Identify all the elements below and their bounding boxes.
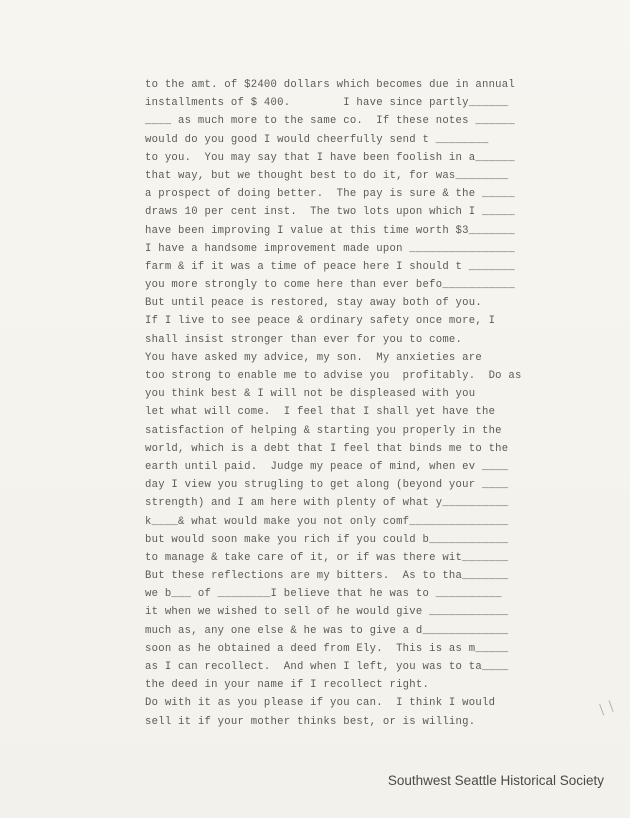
typed-line: the deed in your name if I recollect right. [145,679,430,692]
typed-line: You have asked my advice, my son. My anxieties are [145,351,482,364]
typed-line: a prospect of doing better. The pay is sure & the _____ [145,188,516,201]
typed-line: strength) and I am here with plenty of what y__________ [145,497,509,510]
typed-line: to manage & take care of it, or if was there wit_______ [145,551,509,564]
typed-line: soon as he obtained a deed from Ely. This is as m_____ [145,642,509,655]
typed-line: you more strongly to come here than ever befo___________ [145,279,516,292]
typed-line: that way, but we thought best to do it, for was________ [145,169,509,182]
typed-line: installments of $ 400. I have since partly______ [145,97,509,110]
typed-line: it when we wished to sell of he would give ____________ [145,606,509,619]
typed-line: draws 10 per cent inst. The two lots upon which I _____ [145,206,516,219]
typed-line: satisfaction of helping & starting you properly in the [145,424,502,437]
typed-line: but would soon make you rich if you could b____________ [145,533,509,546]
pencil-mark: ❘❘ [594,696,618,718]
typed-line: But until peace is restored, stay away both of you. [145,297,482,310]
typed-line: But these reflections are my bitters. As to tha_______ [145,570,509,583]
typed-line: would do you good I would cheerfully send t ________ [145,133,489,146]
typed-line: day I view you strugling to get along (beyond your ____ [145,479,509,492]
typed-line: we b___ of ________I believe that he was to __________ [145,588,502,601]
typed-line: k____& what would make you not only comf_______________ [145,515,509,528]
typed-line: have been improving I value at this time worth $3_______ [145,224,516,237]
typed-line: Do with it as you please if you can. I think I would [145,697,496,710]
typed-line: to the amt. of $2400 dollars which becomes due in annual [145,79,516,91]
typed-line: much as, any one else & he was to give a d_____________ [145,624,509,637]
typed-line: shall insist stronger than ever for you to come. [145,333,463,346]
typed-line: farm & if it was a time of peace here I should t _______ [145,260,516,273]
typed-line: to you. You may say that I have been foolish in a______ [145,151,516,164]
typed-line: as I can recollect. And when I left, you was to ta____ [145,661,509,673]
typed-line: sell it if your mother thinks best, or is willing. [145,715,476,728]
typed-line: I have a handsome improvement made upon ________________ [145,242,516,255]
typed-line: If I live to see peace & ordinary safety once more, I [145,315,496,328]
typed-line: you think best & I will not be displeased with you [145,388,476,401]
typed-line: world, which is a debt that I feel that binds me to the [145,442,509,455]
typescript-text-block [145,76,545,731]
typed-line: let what will come. I feel that I shall yet have the [145,406,496,419]
typed-line: ____ as much more to the same co. If these notes ______ [145,115,516,128]
typed-line: too strong to enable me to advise you profitably. Do as [145,370,522,382]
archive-credit: Southwest Seattle Historical Society [387,773,604,788]
typed-line: earth until paid. Judge my peace of mind, when ev ____ [145,460,509,473]
